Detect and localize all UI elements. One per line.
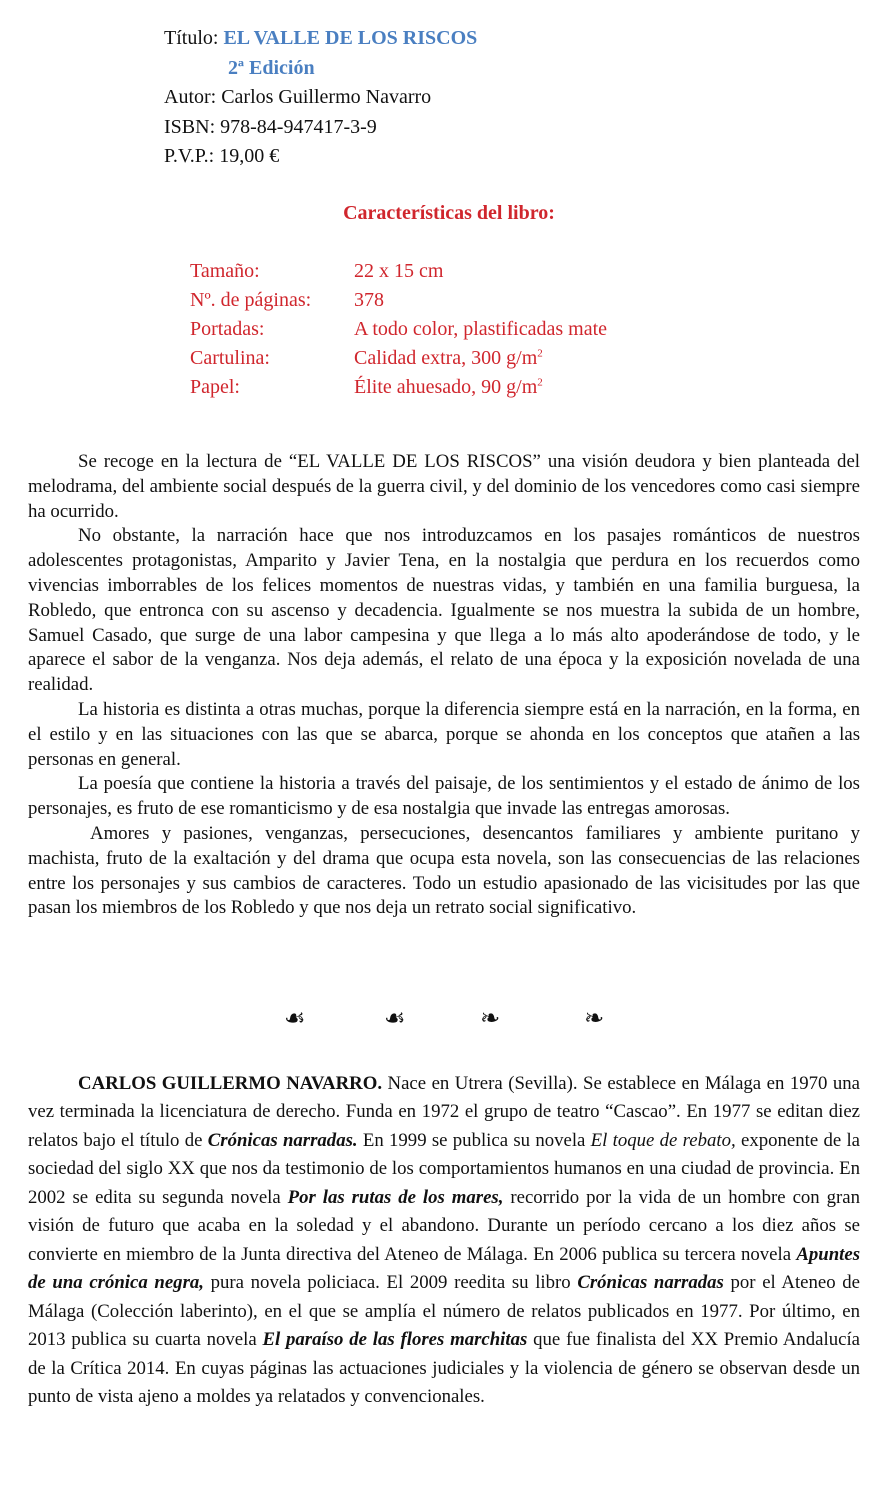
author-line: Autor: Carlos Guillermo Navarro: [164, 86, 432, 108]
spec-value: [354, 344, 543, 373]
synopsis-paragraph: La historia es distinta a otras muchas, porque la diferencia siempre está en la narración, en la forma, en el estilo y en las situaciones con las que se abarca, porque se ahonda en los conceptos que atañen a las personas en general.: [28, 698, 860, 770]
bio-text: por el Ateneo de Málaga (Colección laberinto), en el que se amplía el número de relatos publicados en 1977. Por último, en 2013 publica su cuarta novela: [28, 1272, 861, 1351]
bio-paragraph: [28, 1070, 860, 1411]
title-line: [164, 24, 477, 54]
spec-row-cardstock: [190, 344, 607, 373]
spec-row-size: [190, 257, 607, 286]
synopsis-paragraph: Amores y pasiones, venganzas, persecuciones, desencantos familiares y ambiente puritano y machista, fruto de la exaltación y del drama que ocupa esta novela, son las consecuencias de las relaciones entre los personajes y sus cambios de caracteres. Todo un estudio apasionado de las vicisitudes por las que pasan los miembros de los Robledo y que nos deja un retrato social significativo.: [28, 822, 860, 919]
title-label: Título:: [164, 27, 219, 49]
spec-value: 378: [354, 288, 384, 311]
author-name: CARLOS GUILLERMO NAVARRO.: [78, 1073, 383, 1094]
characteristics-heading: Características del libro:: [343, 202, 555, 224]
book-title-rutas: Por las rutas de los mares,: [287, 1186, 504, 1208]
bio-text: pura novela policiaca. El 2009 reedita su libro: [203, 1272, 578, 1294]
book-title-paraiso: El paraíso de las flores marchitas: [262, 1329, 528, 1351]
bio-text: que fue finalista del XX Premio Andalucía de la Crítica 2014. En cuyas páginas las actuaciones judiciales y la violencia de género se observan desde un punto de vista ajeno a moldes ya relatados y convencionales.: [28, 1329, 860, 1407]
spec-row-paper: [190, 373, 607, 402]
author-bio: [28, 1070, 860, 1411]
bio-text: En 1999 se publica su novela: [357, 1129, 591, 1151]
spec-label: Cartulina:: [190, 346, 270, 369]
fleuron-right-icon: ❧: [584, 1004, 605, 1032]
fleuron-left-icon: ☙: [384, 1004, 406, 1032]
book-title-cronicas: Crónicas narradas.: [207, 1129, 358, 1151]
spec-label: Papel:: [190, 375, 240, 398]
fleuron-right-icon: ❧: [480, 1004, 501, 1032]
bio-text: Nace en Utrera (Sevilla). Se establece en Málaga en 1970 una vez terminada la licenciatura de derecho. Funda en 1972 el grupo de teatro “Cascao”. En 1977 se editan diez relatos bajo el título de: [28, 1073, 860, 1151]
synopsis-paragraph: Se recoge en la lectura de “EL VALLE DE LOS RISCOS” una visión deudora y bien planteada del melodrama, del ambiente social después de la guerra civil, y del dominio de los vencedores como casi siempre ha ocurrido.: [28, 451, 860, 522]
isbn-line: ISBN: 978-84-947417-3-9: [164, 115, 377, 138]
spec-value-sup: 2: [537, 375, 543, 388]
characteristics-table: [190, 257, 607, 402]
bio-text: recorrido por la vida de un hombre con gran visión de futuro que acaba en la soledad y el abandono. Durante un período cercano a los diez años se convierte en miembro de la Junta directiva del Ateneo de Málaga. En 2006 publica su tercera novela: [28, 1186, 860, 1265]
book-header: [164, 24, 477, 172]
fleuron-left-icon: ☙: [284, 1004, 306, 1032]
spec-value-sup: 2: [537, 347, 543, 360]
book-title-cronicas-reedit: Crónicas narradas: [577, 1272, 724, 1294]
book-title-toque: El toque de rebato,: [590, 1129, 736, 1151]
spec-label: Tamaño:: [190, 260, 260, 282]
spec-value: [354, 373, 543, 402]
price-line: P.V.P.: 19,00 €: [164, 145, 280, 167]
spec-value: 22 x 15 cm: [354, 260, 444, 282]
section-divider: [0, 1004, 896, 1036]
book-title: EL VALLE DE LOS RISCOS: [223, 27, 478, 49]
edition: 2ª Edición: [228, 56, 315, 79]
synopsis: [28, 450, 860, 921]
spec-value-text: Élite ahuesado, 90 g/m: [354, 375, 538, 398]
bio-text: exponente de la sociedad del siglo XX que nos da testimonio de los comportamientos humanos en una ciudad de provincia. En 2002 se edita su segunda novela: [28, 1129, 861, 1208]
spec-value-text: Calidad extra, 300 g/m: [354, 346, 538, 369]
synopsis-paragraph: No obstante, la narración hace que nos introduzcamos en los pasajes románticos de nuestros adolescentes protagonistas, Amparito y Javier Tena, en la nostalgia que perdura en los recuerdos como vivencias imborrables de los felices momentos de nuestras vidas, y también en una familia burguesa, la Robledo, que entronca con su ascenso y decadencia. Igualmente se nos muestra la subida de un hombre, Samuel Casado, que surge de una labor campesina y que llega a lo más alto apoderándose de todo, y le aparece el sabor de la venganza. Nos deja además, el relato de una época y la exposición novelada de una realidad.: [28, 525, 860, 696]
book-title-apuntes: Apuntes de una crónica negra,: [28, 1243, 860, 1294]
spec-row-covers: [190, 315, 607, 344]
spec-label: Portadas:: [190, 317, 265, 340]
spec-value: A todo color, plastificadas mate: [354, 317, 608, 340]
synopsis-paragraph: La poesía que contiene la historia a través del paisaje, de los sentimientos y el estado de ánimo de los personajes, es fruto de ese romanticismo y de esa nostalgia que invade las entregas amorosas.: [28, 773, 860, 820]
spec-row-pages: [190, 286, 607, 315]
spec-label: Nº. de páginas:: [190, 288, 312, 311]
